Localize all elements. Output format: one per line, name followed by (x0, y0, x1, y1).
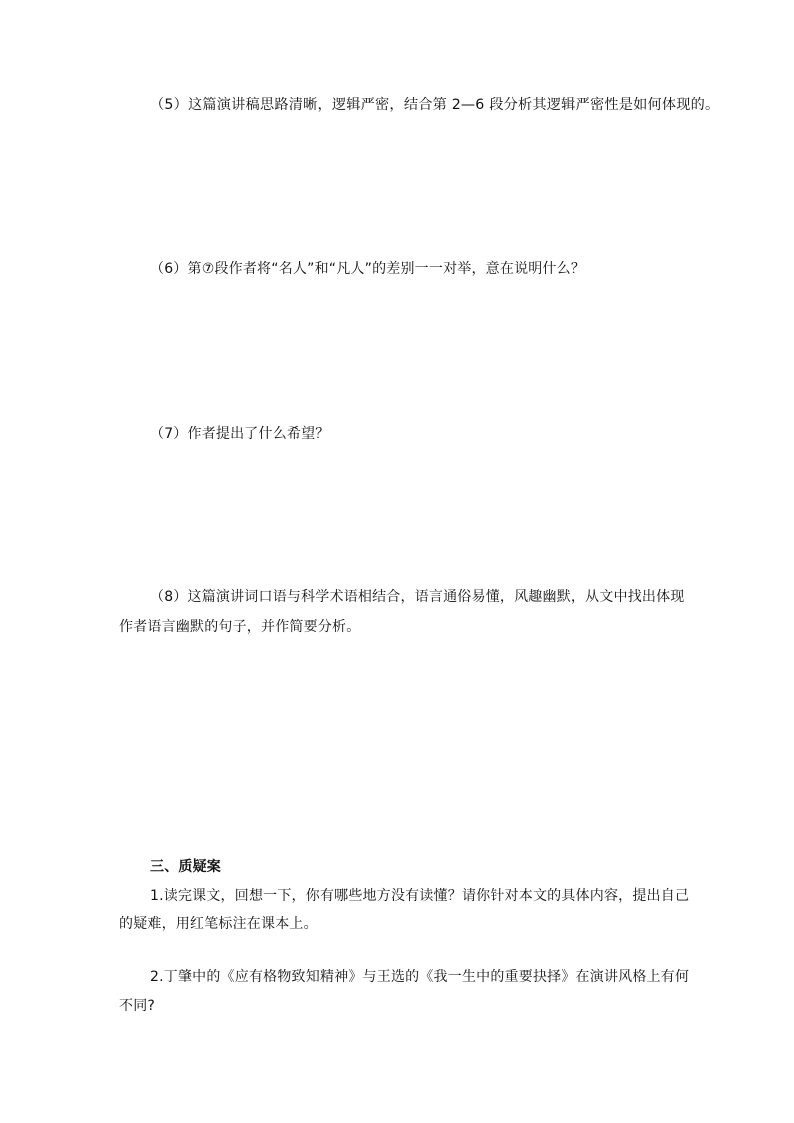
question-6: （6）第⑦段作者将“名人”和“凡人”的差别一一对举，意在说明什么？ (150, 261, 586, 277)
section-item-2-line-1: 2.丁肇中的《应有格物致知精神》与王选的《我一生中的重要抉择》在演讲风格上有何 (150, 969, 690, 985)
section-item-1-line-1: 1.读完课文，回想一下，你有哪些地方没有读懂？请你针对本文的具体内容，提出自己 (150, 888, 690, 904)
question-5: （5）这篇演讲稿思路清晰，逻辑严密，结合第 2—6 段分析其逻辑严密性是如何体现的。 (150, 97, 720, 113)
section-title: 三、质疑案 (150, 859, 221, 875)
question-8-line-2: 作者语言幽默的句子，并作简要分析。 (119, 619, 361, 635)
section-item-1-line-2: 的疑难，用红笔标注在课本上。 (119, 916, 318, 932)
question-8-line-1: （8）这篇演讲词口语与科学术语相结合，语言通俗易懂，风趣幽默，从文中找出体现 (150, 589, 685, 605)
question-7: （7）作者提出了什么希望？ (150, 426, 330, 442)
section-item-2-line-2: 不同? (119, 998, 156, 1014)
